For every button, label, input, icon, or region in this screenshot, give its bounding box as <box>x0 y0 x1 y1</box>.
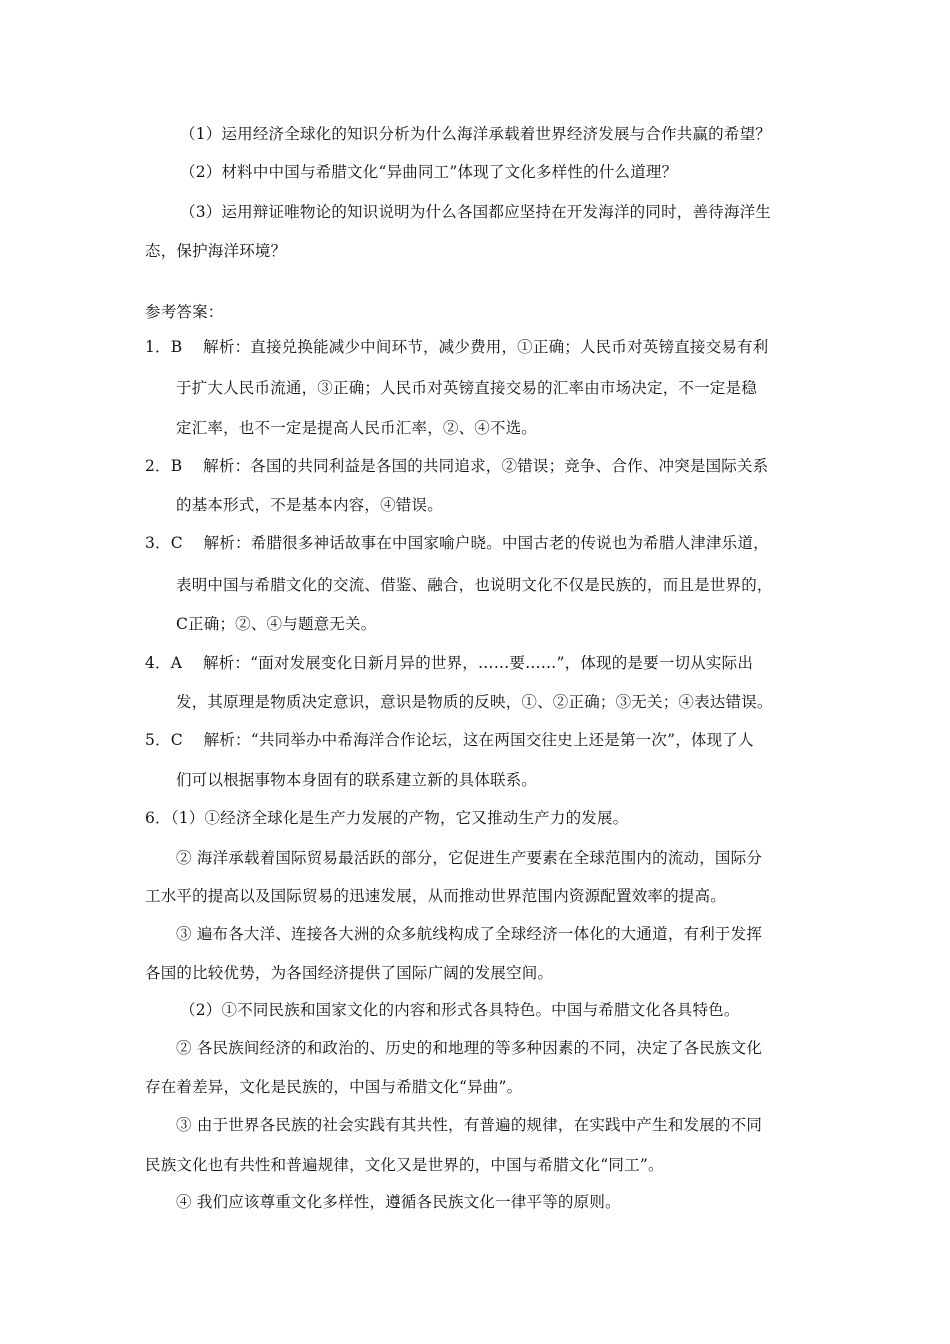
answer-6-paragraph-5-line-1: ② 各民族间经济的和政治的、历史的和地理的等多种因素的不同，决定了各民族文化 <box>176 1039 763 1057</box>
answer-3-line-1: 3．C 解析：希腊很多神话故事在中国家喻户晓。中国古老的传说也为希腊人津津乐道， <box>145 534 769 552</box>
answer-4-line-2: 发，其原理是物质决定意识，意识是物质的反映，①、②正确；③无关；④表达错误。 <box>176 693 773 711</box>
answer-6-paragraph-1: 6．（1）①经济全球化是生产力发展的产物，它又推动生产力的发展。 <box>145 809 629 827</box>
answer-1-line-3: 定汇率，也不一定是提高人民币汇率，②、④不选。 <box>176 419 538 437</box>
answer-6-paragraph-5-line-2: 存在着差异，文化是民族的，中国与希腊文化“异曲”。 <box>145 1078 523 1096</box>
question-2: （2）材料中中国与希腊文化“异曲同工”体现了文化多样性的什么道理？ <box>180 163 678 181</box>
question-3-line-2: 态，保护海洋环境？ <box>145 242 287 260</box>
answer-2-line-2: 的基本形式，不是基本内容，④错误。 <box>176 496 443 514</box>
question-3-line-1: （3）运用辩证唯物论的知识说明为什么各国都应坚持在开发海洋的同时，善待海洋生 <box>180 203 771 221</box>
answer-6-paragraph-6-line-2: 民族文化也有共性和普遍规律，文化又是世界的，中国与希腊文化“同工”。 <box>145 1156 664 1174</box>
answer-6-paragraph-3-line-1: ③ 遍布各大洋、连接各大洲的众多航线构成了全球经济一体化的大通道，有利于发挥 <box>176 925 763 943</box>
answer-3-line-2: 表明中国与希腊文化的交流、借鉴、融合，也说明文化不仅是民族的，而且是世界的， <box>176 576 773 594</box>
answer-6-paragraph-2-line-1: ② 海洋承载着国际贸易最活跃的部分，它促进生产要素在全球范围内的流动，国际分 <box>176 849 763 867</box>
answer-4-line-1: 4．A 解析：“面对发展变化日新月异的世界，……要……”，体现的是要一切从实际出 <box>145 654 754 672</box>
answer-5-line-1: 5．C 解析：“共同举办中希海洋合作论坛，这在两国交往史上还是第一次”，体现了人 <box>145 731 754 749</box>
answer-6-paragraph-2-line-2: 工水平的提高以及国际贸易的迅速发展，从而推动世界范围内资源配置效率的提高。 <box>145 887 726 905</box>
answer-6-paragraph-6-line-1: ③ 由于世界各民族的社会实践有其共性，有普遍的规律，在实践中产生和发展的不同 <box>176 1116 763 1134</box>
answers-heading: 参考答案： <box>145 303 224 321</box>
answer-1-line-2: 于扩大人民币流通，③正确；人民币对英镑直接交易的汇率由市场决定，不一定是稳 <box>176 379 757 397</box>
answer-5-line-2: 们可以根据事物本身固有的联系建立新的具体联系。 <box>176 771 538 789</box>
answer-3-line-3: C正确；②、④与题意无关。 <box>176 615 377 633</box>
answer-6-paragraph-7: ④ 我们应该尊重文化多样性，遵循各民族文化一律平等的原则。 <box>176 1193 621 1211</box>
answer-6-paragraph-3-line-2: 各国的比较优势，为各国经济提供了国际广阔的发展空间。 <box>145 964 554 982</box>
answer-2-line-1: 2．B 解析：各国的共同利益是各国的共同追求，②错误；竞争、合作、冲突是国际关系 <box>145 457 769 475</box>
answer-6-paragraph-4: （2）①不同民族和国家文化的内容和形式各具特色。中国与希腊文化各具特色。 <box>180 1001 740 1019</box>
answer-1-line-1: 1．B 解析：直接兑换能减少中间环节，减少费用，①正确；人民币对英镑直接交易有利 <box>145 338 769 356</box>
question-1: （1）运用经济全球化的知识分析为什么海洋承载着世界经济发展与合作共赢的希望？ <box>180 125 771 143</box>
